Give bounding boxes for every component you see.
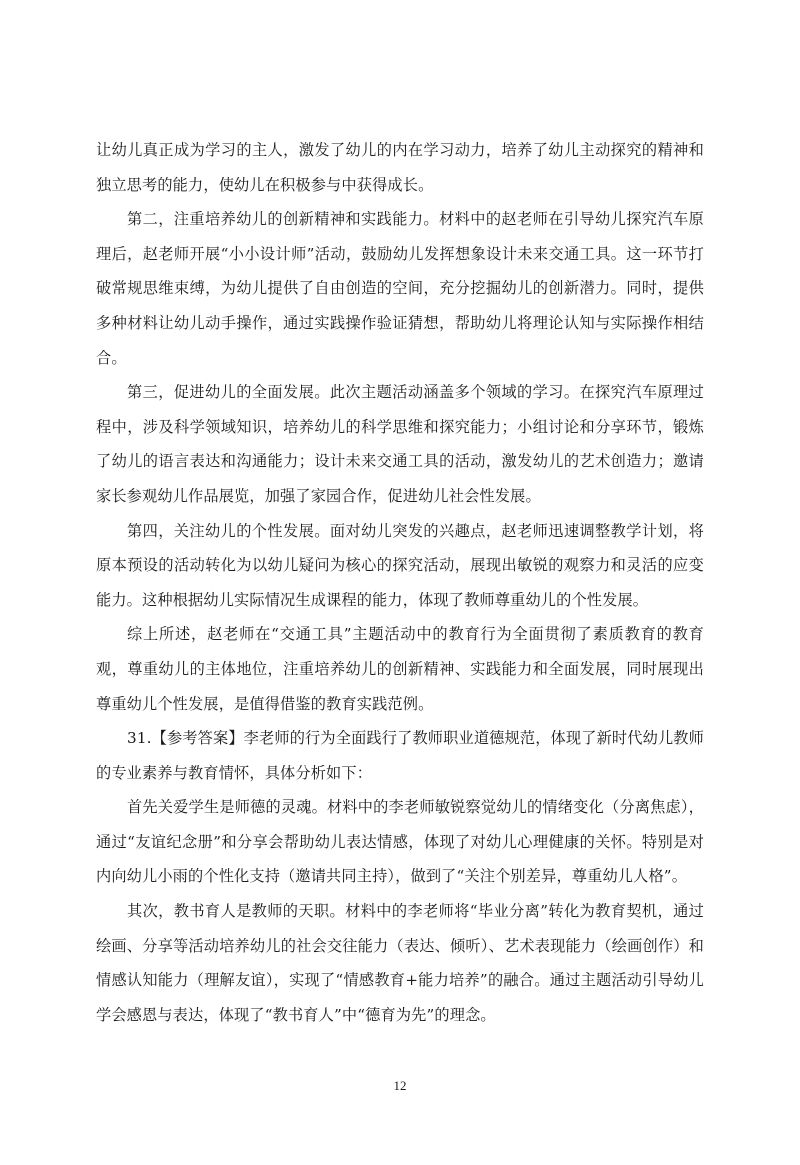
- paragraph-first-point: 首先关爱学生是师德的灵魂。材料中的李老师敏锐察觉幼儿的情绪变化（分离焦虑），通过“友谊纪念册”和分享会帮助幼儿表达情感，体现了对幼儿心理健康的关怀。特别是对内向幼儿小雨的个性化支持（邀请共同主持），做到了“关注个别差异，尊重幼儿人格”。: [96, 798, 704, 886]
- paragraph-answer-31: 31.【参考答案】李老师的行为全面践行了教师职业道德规范，体现了新时代幼儿教师的专业素养与教育情怀，具体分析如下：: [96, 729, 704, 782]
- paragraph-point-two: 第二，注重培养幼儿的创新精神和实践能力。材料中的赵老师在引导幼儿探究汽车原理后，赵老师开展“小小设计师”活动，鼓励幼儿发挥想象设计未来交通工具。这一环节打破常规思维束缚，为幼儿提供了自由创造的空间，充分挖掘幼儿的创新潜力。同时，提供多种材料让幼儿动手操作，通过实践操作验证猜想，帮助幼儿将理论认知与实际操作相结合。: [96, 210, 704, 367]
- body-text: [96, 133, 704, 1032]
- page-number: 12: [393, 1078, 407, 1093]
- paragraph-point-three: 第三，促进幼儿的全面发展。此次主题活动涵盖多个领域的学习。在探究汽车原理过程中，涉及科学领域知识，培养幼儿的科学思维和探究能力；小组讨论和分享环节，锻炼了幼儿的语言表达和沟通能力；设计未来交通工具的活动，激发幼儿的艺术创造力；邀请家长参观幼儿作品展览，加强了家园合作，促进幼儿社会性发展。: [96, 383, 704, 505]
- paragraph-continuation: 让幼儿真正成为学习的主人，激发了幼儿的内在学习动力，培养了幼儿主动探究的精神和独立思考的能力，使幼儿在积极参与中获得成长。: [96, 141, 704, 194]
- paragraph-point-four: 第四，关注幼儿的个性发展。面对幼儿突发的兴趣点，赵老师迅速调整教学计划，将原本预设的活动转化为以幼儿疑问为核心的探究活动，展现出敏锐的观察力和灵活的应变能力。这种根据幼儿实际情况生成课程的能力，体现了教师尊重幼儿的个性发展。: [96, 521, 704, 609]
- paragraph-summary: 综上所述，赵老师在“交通工具”主题活动中的教育行为全面贯彻了素质教育的教育观，尊重幼儿的主体地位，注重培养幼儿的创新精神、实践能力和全面发展，同时展现出尊重幼儿个性发展，是值得借鉴的教育实践范例。: [96, 625, 704, 713]
- paragraph-second-point: 其次，教书育人是教师的天职。材料中的李老师将“毕业分离”转化为教育契机，通过绘画、分享等活动培养幼儿的社会交往能力（表达、倾听）、艺术表现能力（绘画创作）和情感认知能力（理解友谊），实现了“情感教育+能力培养”的融合。通过主题活动引导幼儿学会感恩与表达，体现了“教书育人”中“德育为先”的理念。: [96, 902, 704, 1024]
